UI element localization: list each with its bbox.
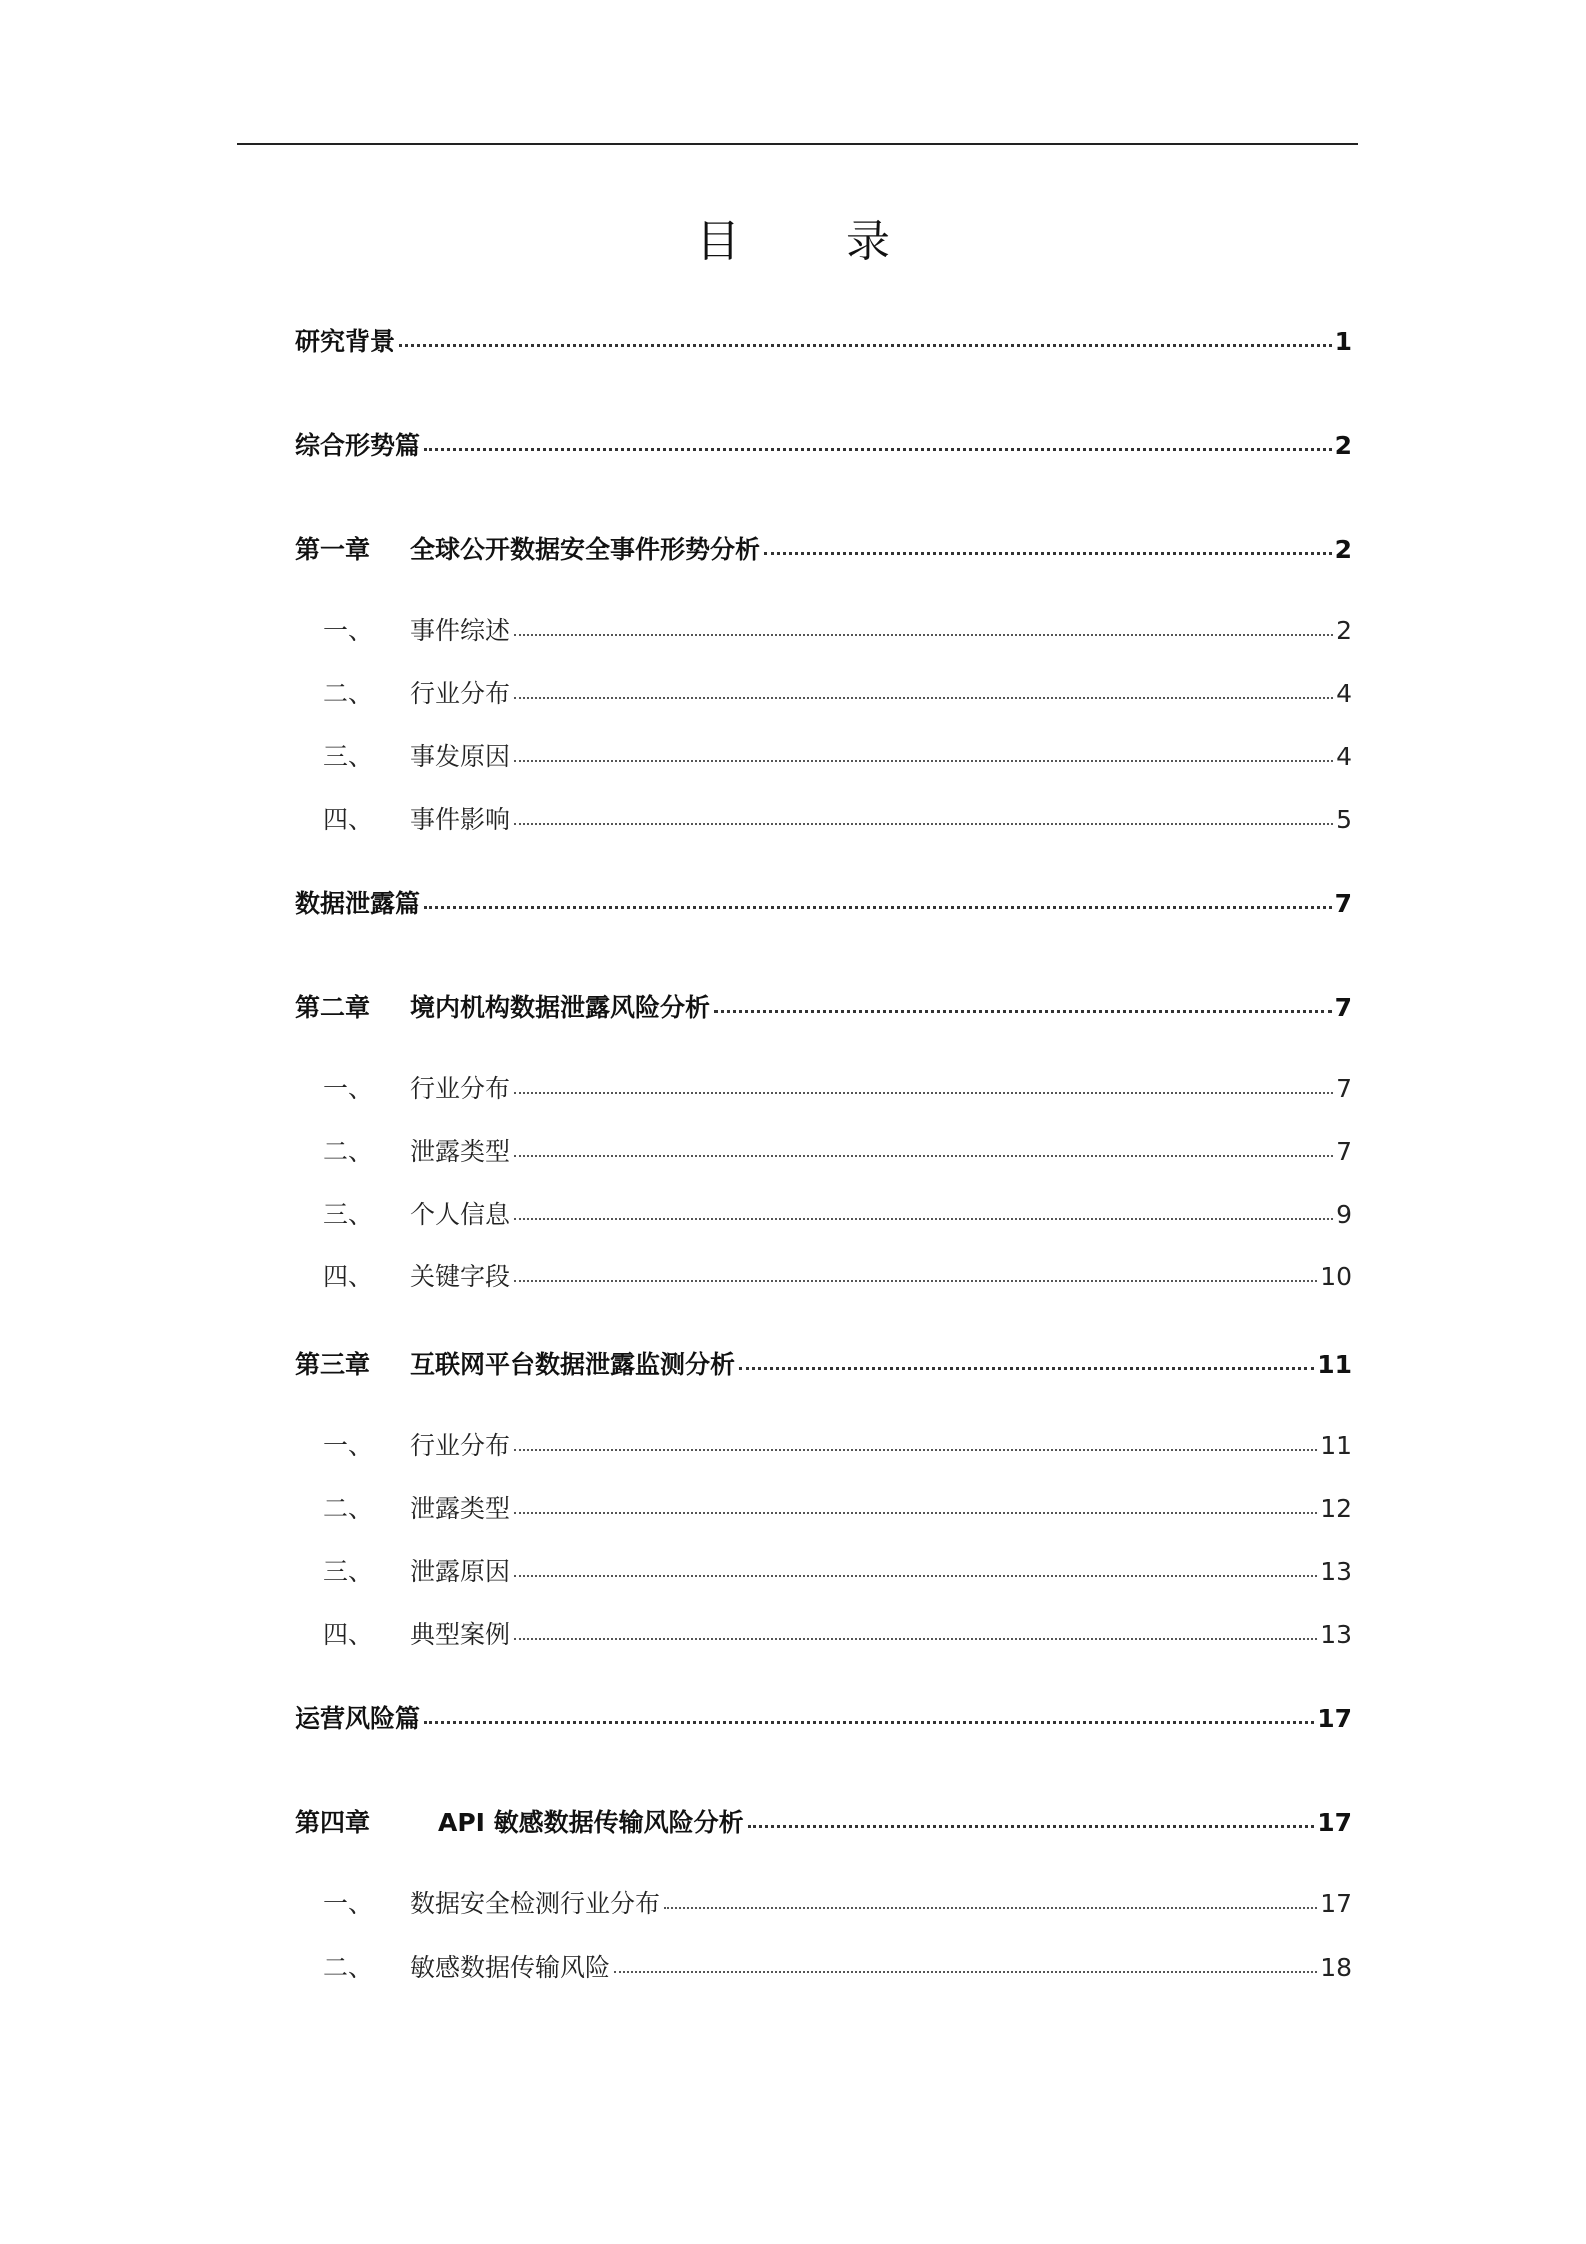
toc-entry-page: 13 bbox=[1320, 1557, 1352, 1586]
toc-entry-page: 13 bbox=[1320, 1620, 1352, 1649]
toc-entry[interactable] bbox=[295, 737, 1352, 773]
toc-entry[interactable] bbox=[295, 1132, 1352, 1168]
toc-entry[interactable] bbox=[295, 530, 1352, 566]
toc-entry-text: 研究背景 bbox=[295, 327, 396, 356]
dot-leader bbox=[424, 1721, 1314, 1724]
toc-entry-page: 2 bbox=[1336, 616, 1352, 645]
toc-entry-number: 一、 bbox=[323, 616, 374, 645]
toc-entry-number: 二、 bbox=[323, 679, 374, 708]
toc-entry-page: 11 bbox=[1317, 1350, 1352, 1379]
toc-entry-text: 综合形势篇 bbox=[295, 431, 421, 460]
toc-entry[interactable] bbox=[295, 1948, 1352, 1984]
toc-entry-page: 9 bbox=[1336, 1200, 1352, 1229]
toc-entry-page: 17 bbox=[1317, 1704, 1352, 1733]
toc-entry[interactable] bbox=[295, 1345, 1352, 1381]
toc-entry-text: 行业分布 bbox=[410, 1074, 511, 1103]
toc-entry-page: 4 bbox=[1336, 742, 1352, 771]
toc-entry[interactable] bbox=[295, 1615, 1352, 1651]
toc-entry-text: 事发原因 bbox=[410, 742, 511, 771]
toc-entry[interactable] bbox=[295, 1884, 1352, 1920]
toc-entry-page: 18 bbox=[1320, 1953, 1352, 1982]
dot-leader bbox=[764, 552, 1332, 555]
toc-entry[interactable] bbox=[295, 1699, 1352, 1735]
toc-entry-number: 第二章 bbox=[295, 993, 371, 1022]
toc-entry-page: 11 bbox=[1320, 1431, 1352, 1460]
dot-leader bbox=[614, 1971, 1317, 1973]
toc-entry-number: 二、 bbox=[323, 1494, 374, 1523]
dot-leader bbox=[514, 1638, 1317, 1640]
toc-entry-page: 4 bbox=[1336, 679, 1352, 708]
toc-entry[interactable] bbox=[295, 1257, 1352, 1293]
toc-entry[interactable] bbox=[295, 1552, 1352, 1588]
toc-entry[interactable] bbox=[295, 674, 1352, 710]
toc-entry-text: 泄露类型 bbox=[410, 1494, 511, 1523]
toc-entry-page: 17 bbox=[1320, 1889, 1352, 1918]
toc-entry[interactable] bbox=[295, 426, 1352, 462]
toc-entry-number: 一、 bbox=[323, 1431, 374, 1460]
toc-entry-number: 三、 bbox=[323, 1557, 374, 1586]
toc-entry-number: 第一章 bbox=[295, 535, 371, 564]
toc-entry-number: 三、 bbox=[323, 1200, 374, 1229]
toc-entry-page: 2 bbox=[1334, 535, 1352, 564]
dot-leader bbox=[664, 1907, 1317, 1909]
dot-leader bbox=[399, 344, 1332, 347]
toc-entry[interactable] bbox=[295, 1195, 1352, 1231]
toc-entry[interactable] bbox=[295, 322, 1352, 358]
toc-entry-text: 境内机构数据泄露风险分析 bbox=[410, 993, 711, 1022]
toc-entry-text: 行业分布 bbox=[410, 1431, 511, 1460]
dot-leader bbox=[424, 448, 1332, 451]
toc-entry[interactable] bbox=[295, 1803, 1352, 1839]
toc-entry-number: 第四章 bbox=[295, 1808, 371, 1837]
toc-entry-text: 个人信息 bbox=[410, 1200, 511, 1229]
toc-entry-number: 四、 bbox=[323, 1620, 374, 1649]
toc-entry[interactable] bbox=[295, 1426, 1352, 1462]
toc-entry-page: 17 bbox=[1317, 1808, 1352, 1837]
toc-entry-page: 7 bbox=[1334, 993, 1352, 1022]
toc-entry-text: 运营风险篇 bbox=[295, 1704, 421, 1733]
dot-leader bbox=[424, 906, 1332, 909]
toc-entry-text: 敏感数据传输风险 bbox=[410, 1953, 611, 1982]
toc-entry[interactable] bbox=[295, 1069, 1352, 1105]
toc-entry-text: 行业分布 bbox=[410, 679, 511, 708]
toc-entry-text: 互联网平台数据泄露监测分析 bbox=[410, 1350, 736, 1379]
toc-entry-page: 1 bbox=[1334, 327, 1352, 356]
toc-entry-text: 数据泄露篇 bbox=[295, 889, 421, 918]
toc-entry-page: 2 bbox=[1334, 431, 1352, 460]
toc-entry-text: 典型案例 bbox=[410, 1620, 511, 1649]
dot-leader bbox=[514, 823, 1333, 825]
toc-entry-page: 12 bbox=[1320, 1494, 1352, 1523]
dot-leader bbox=[514, 634, 1333, 636]
toc-entry-text: 事件影响 bbox=[410, 805, 511, 834]
toc-entry-page: 7 bbox=[1334, 889, 1352, 918]
dot-leader bbox=[514, 1575, 1317, 1577]
toc-entry-text: 数据安全检测行业分布 bbox=[410, 1889, 661, 1918]
toc-entry[interactable] bbox=[295, 988, 1352, 1024]
dot-leader bbox=[514, 1218, 1333, 1220]
toc-entry[interactable] bbox=[295, 800, 1352, 836]
toc-entry-number: 二、 bbox=[323, 1137, 374, 1166]
toc-entry-number: 三、 bbox=[323, 742, 374, 771]
toc-entry-page: 10 bbox=[1320, 1262, 1352, 1291]
toc-entry[interactable] bbox=[295, 884, 1352, 920]
dot-leader bbox=[714, 1010, 1332, 1013]
dot-leader bbox=[514, 1280, 1317, 1282]
toc-title: 目 录 bbox=[696, 216, 936, 267]
toc-entry-text: 泄露原因 bbox=[410, 1557, 511, 1586]
toc-entry-text: 全球公开数据安全事件形势分析 bbox=[410, 535, 761, 564]
toc-entry-number: 四、 bbox=[323, 1262, 374, 1291]
toc-entry-text: API 敏感数据传输风险分析 bbox=[438, 1808, 744, 1837]
dot-leader bbox=[514, 1155, 1333, 1157]
toc-entry-text: 事件综述 bbox=[410, 616, 511, 645]
dot-leader bbox=[748, 1825, 1315, 1828]
dot-leader bbox=[514, 760, 1333, 762]
toc-entry[interactable] bbox=[295, 611, 1352, 647]
toc-entry-number: 一、 bbox=[323, 1889, 374, 1918]
toc-entry-page: 7 bbox=[1336, 1137, 1352, 1166]
toc-entry-number: 四、 bbox=[323, 805, 374, 834]
dot-leader bbox=[739, 1367, 1314, 1370]
dot-leader bbox=[514, 1092, 1333, 1094]
toc-entry-text: 关键字段 bbox=[410, 1262, 511, 1291]
toc-entry-number: 第三章 bbox=[295, 1350, 371, 1379]
toc-entry-page: 5 bbox=[1336, 805, 1352, 834]
toc-entry-text: 泄露类型 bbox=[410, 1137, 511, 1166]
dot-leader bbox=[514, 697, 1333, 699]
toc-entry-number: 二、 bbox=[323, 1953, 374, 1982]
dot-leader bbox=[514, 1449, 1317, 1451]
toc-entry-number: 一、 bbox=[323, 1074, 374, 1103]
toc-entry[interactable] bbox=[295, 1489, 1352, 1525]
dot-leader bbox=[514, 1512, 1317, 1514]
toc-entry-page: 7 bbox=[1336, 1074, 1352, 1103]
